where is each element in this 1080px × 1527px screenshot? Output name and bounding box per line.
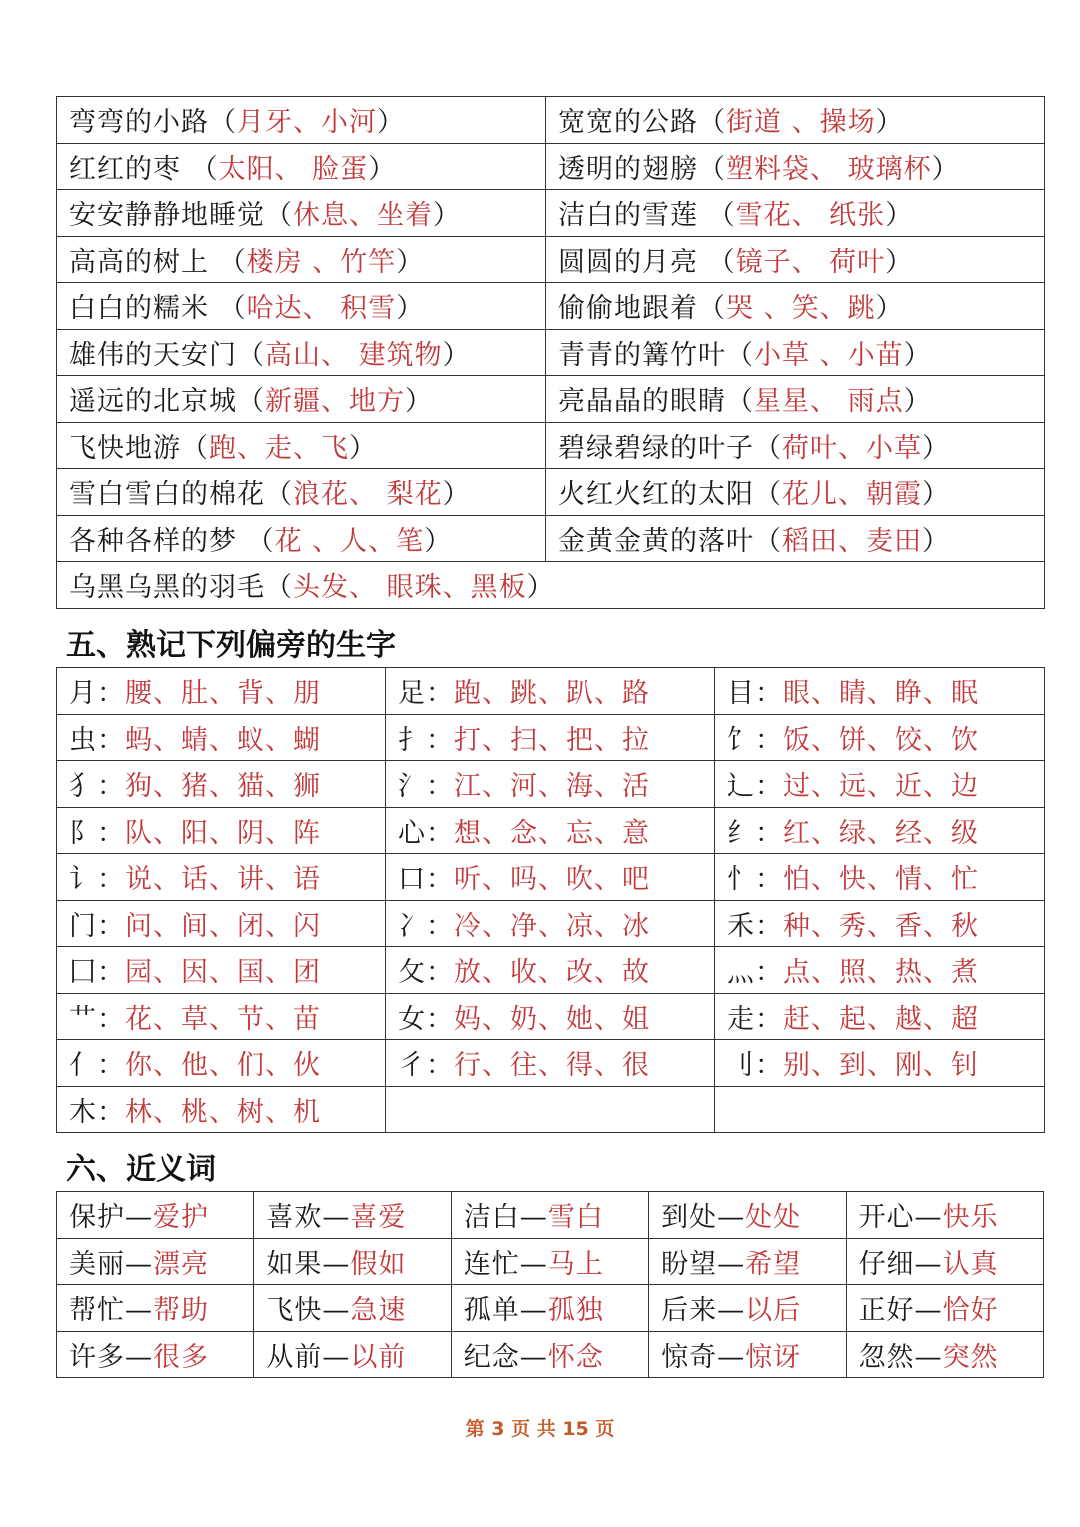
radical-label: 氵： (398, 771, 454, 803)
phrase-cell (546, 236, 1045, 283)
table-row (57, 143, 1045, 190)
radical-words: 花、草、节、苗 (125, 1003, 321, 1035)
radical-words: 打、扫、把、拉 (454, 724, 650, 756)
phrase-text: 各种各样的梦 （ (69, 525, 275, 557)
radical-label: 扌： (398, 724, 454, 756)
radical-label: 月： (69, 678, 125, 710)
synonym-cell (649, 1331, 846, 1378)
phrase-bracket: ） (903, 386, 932, 418)
table-row (57, 1331, 1044, 1378)
phrase-answer: 新疆、地方 (265, 386, 405, 418)
phrase-bracket: ） (903, 339, 932, 371)
synonym-word: 纪念— (463, 1341, 548, 1373)
synonym-answer: 怀念 (547, 1341, 604, 1373)
synonym-answer: 认真 (942, 1248, 999, 1280)
synonym-answer: 很多 (153, 1341, 209, 1373)
radical-label: 刂： (727, 1050, 783, 1082)
radical-table (56, 667, 1045, 1133)
phrase-bracket: ） (377, 107, 405, 139)
radical-cell (715, 1040, 1045, 1087)
synonym-cell (57, 1238, 254, 1285)
phrase-answer: 太阳、 脸蛋 (218, 153, 369, 185)
phrase-answer: 星星、 雨点 (754, 386, 904, 418)
radical-cell (715, 807, 1045, 854)
radical-cell (386, 854, 715, 901)
phrase-answer: 塑料袋、 玻璃杯 (726, 153, 932, 185)
radical-label: 彳： (398, 1050, 454, 1082)
radical-cell (57, 668, 386, 715)
synonym-cell (254, 1285, 451, 1332)
radical-cell (57, 807, 386, 854)
table-row (57, 668, 1045, 715)
table-row (57, 1192, 1044, 1239)
synonym-cell (846, 1285, 1043, 1332)
radical-words: 赶、起、越、超 (783, 1003, 979, 1035)
phrase-cell (546, 469, 1045, 516)
synonym-answer: 假如 (350, 1248, 407, 1280)
radical-cell (715, 854, 1045, 901)
radical-label: 艹： (69, 1003, 125, 1035)
radical-label: 木： (69, 1096, 125, 1128)
phrase-bracket: ） (433, 200, 461, 232)
phrase-cell (546, 376, 1045, 423)
phrase-cell (546, 515, 1045, 562)
synonym-answer: 以后 (745, 1295, 802, 1327)
radical-cell (386, 993, 715, 1040)
phrase-cell (57, 143, 546, 190)
radical-label: 灬： (727, 957, 783, 989)
phrase-text: 高高的树上 （ (69, 246, 247, 278)
radical-words: 别、到、刚、钊 (783, 1050, 979, 1082)
radical-cell (386, 1086, 715, 1133)
phrase-answer: 休息、坐着 (293, 200, 433, 232)
section-5-title: 五、熟记下列偏旁的生字 (66, 628, 396, 663)
radical-label: 讠： (69, 864, 125, 896)
radical-label: 犭： (69, 771, 125, 803)
phrase-bracket: ） (442, 339, 471, 371)
phrase-answer: 头发、 眼珠、黑板 (293, 572, 527, 604)
radical-label: 目： (727, 678, 783, 710)
radical-label: 走： (727, 1003, 783, 1035)
radical-cell (715, 947, 1045, 994)
phrase-answer: 高山、 建筑物 (265, 339, 443, 371)
phrase-cell (546, 143, 1045, 190)
phrase-text: 飞快地游（ (69, 432, 209, 464)
phrase-bracket: ） (442, 479, 471, 511)
phrase-cell (57, 97, 546, 144)
synonym-table (56, 1191, 1044, 1378)
phrase-text: 雄伟的天安门（ (69, 339, 265, 371)
phrase-cell (57, 515, 546, 562)
phrase-text: 白白的糯米 （ (69, 293, 247, 325)
synonym-answer: 突然 (942, 1341, 999, 1373)
radical-words: 妈、奶、她、姐 (454, 1003, 650, 1035)
radical-cell (386, 900, 715, 947)
phrase-bracket: ） (368, 153, 397, 185)
phrase-text: 金黄金黄的落叶（ (558, 525, 782, 557)
table-row (57, 562, 1045, 609)
radical-cell (715, 993, 1045, 1040)
synonym-answer: 以前 (350, 1341, 407, 1373)
synonym-cell (649, 1285, 846, 1332)
phrase-text: 火红火红的太阳（ (558, 479, 782, 511)
synonym-answer: 漂亮 (153, 1248, 209, 1280)
phrase-answer: 哈达、 积雪 (246, 293, 397, 325)
phrase-bracket: ） (922, 479, 950, 511)
radical-cell (57, 993, 386, 1040)
table-row (57, 900, 1045, 947)
phrase-text: 遥远的北京城（ (69, 386, 265, 418)
synonym-word: 正好— (858, 1295, 943, 1327)
phrase-cell (546, 190, 1045, 237)
synonym-answer: 处处 (745, 1202, 802, 1234)
radical-label: 亻： (69, 1050, 125, 1082)
synonym-cell (846, 1238, 1043, 1285)
radical-cell (57, 714, 386, 761)
synonym-cell (254, 1192, 451, 1239)
phrase-bracket: ） (875, 107, 904, 139)
table-row (57, 469, 1045, 516)
phrase-cell (57, 329, 546, 376)
phrase-text: 圆圆的月亮 （ (558, 246, 736, 278)
radical-label: 足： (398, 678, 454, 710)
phrase-cell (57, 283, 546, 330)
phrase-text: 乌黑乌黑的羽毛（ (69, 572, 293, 604)
radical-label: 虫： (69, 724, 125, 756)
synonym-word: 孤单— (463, 1295, 548, 1327)
synonym-answer: 急速 (350, 1295, 407, 1327)
radical-words: 怕、快、情、忙 (783, 864, 979, 896)
radical-label: 囗： (69, 957, 125, 989)
table-row (57, 190, 1045, 237)
phrase-answer: 花 、人、笔 (274, 525, 425, 557)
phrase-answer: 稻田、麦田 (782, 525, 922, 557)
synonym-word: 惊奇— (661, 1341, 746, 1373)
synonym-word: 许多— (69, 1341, 153, 1373)
phrase-cell (57, 422, 546, 469)
phrase-bracket: ） (349, 432, 377, 464)
synonym-answer: 帮助 (153, 1295, 209, 1327)
radical-cell (386, 714, 715, 761)
phrase-text: 雪白雪白的棉花（ (69, 479, 293, 511)
phrase-text: 碧绿碧绿的叶子（ (558, 432, 782, 464)
synonym-word: 到处— (661, 1202, 746, 1234)
radical-cell (386, 807, 715, 854)
synonym-cell (451, 1192, 648, 1239)
phrase-text: 宽宽的公路（ (558, 107, 726, 139)
synonym-word: 后来— (661, 1295, 746, 1327)
phrase-bracket: ） (922, 525, 950, 557)
synonym-cell (649, 1238, 846, 1285)
radical-words: 江、河、海、活 (454, 771, 650, 803)
page-footer: 第 3 页 共 15 页 (465, 1418, 615, 1440)
synonym-answer: 希望 (745, 1248, 802, 1280)
table-row (57, 993, 1045, 1040)
radical-cell (57, 1086, 386, 1133)
phrase-bracket: ） (885, 200, 914, 232)
radical-words: 种、秀、香、秋 (783, 910, 979, 942)
table-row (57, 761, 1045, 808)
table-row (57, 1040, 1045, 1087)
phrase-answer: 楼房 、竹竿 (246, 246, 397, 278)
phrase-answer: 镜子、 荷叶 (735, 246, 886, 278)
radical-label: 冫： (398, 910, 454, 942)
table-row (57, 714, 1045, 761)
table-row (57, 1285, 1044, 1332)
phrase-bracket: ） (931, 153, 960, 185)
phrase-cell (57, 376, 546, 423)
table-row (57, 515, 1045, 562)
synonym-answer: 马上 (547, 1248, 604, 1280)
synonym-cell (57, 1331, 254, 1378)
phrase-cell (546, 283, 1045, 330)
phrase-text: 偷偷地跟着（ (558, 293, 726, 325)
radical-cell (715, 1086, 1045, 1133)
phrase-answer: 跑、走、飞 (209, 432, 349, 464)
synonym-word: 从前— (266, 1341, 351, 1373)
radical-words: 问、间、闭、闪 (125, 910, 321, 942)
synonym-cell (451, 1238, 648, 1285)
synonym-word: 帮忙— (69, 1295, 153, 1327)
radical-label: 辶： (727, 771, 783, 803)
phrase-bracket: ） (922, 432, 950, 464)
table-row (57, 236, 1045, 283)
radical-label: 阝： (69, 817, 125, 849)
radical-label: 心： (398, 817, 454, 849)
radical-cell (386, 1040, 715, 1087)
phrase-bracket: ） (396, 293, 425, 325)
phrase-cell (546, 97, 1045, 144)
synonym-cell (254, 1238, 451, 1285)
radical-cell (386, 947, 715, 994)
radical-words: 过、远、近、边 (783, 771, 979, 803)
phrase-answer: 街道 、操场 (726, 107, 876, 139)
synonym-cell (846, 1192, 1043, 1239)
synonym-cell (451, 1285, 648, 1332)
synonym-word: 仔细— (858, 1248, 943, 1280)
synonym-word: 洁白— (463, 1202, 548, 1234)
synonym-cell (57, 1192, 254, 1239)
synonym-word: 忽然— (858, 1341, 943, 1373)
synonym-cell (254, 1331, 451, 1378)
radical-label: 攵： (398, 957, 454, 989)
phrase-bracket: ） (526, 572, 555, 604)
synonym-answer: 孤独 (547, 1295, 604, 1327)
radical-words: 狗、猪、猫、狮 (125, 771, 321, 803)
phrase-cell (546, 329, 1045, 376)
section-6-title: 六、近义词 (66, 1152, 216, 1187)
table-row (57, 947, 1045, 994)
synonym-answer: 惊讶 (745, 1341, 802, 1373)
radical-words: 腰、肚、背、朋 (125, 678, 321, 710)
radical-words: 林、桃、树、机 (125, 1096, 321, 1128)
radical-label: 饣： (727, 724, 783, 756)
synonym-answer: 爱护 (153, 1202, 209, 1234)
synonym-answer: 恰好 (942, 1295, 999, 1327)
radical-words: 说、话、讲、语 (125, 864, 321, 896)
phrase-bracket: ） (396, 246, 425, 278)
synonym-word: 盼望— (661, 1248, 746, 1280)
synonym-cell (57, 1285, 254, 1332)
phrase-text: 亮晶晶的眼睛（ (558, 386, 754, 418)
synonym-word: 如果— (266, 1248, 351, 1280)
synonym-answer: 快乐 (942, 1202, 999, 1234)
table-row (57, 854, 1045, 901)
radical-words: 饭、饼、饺、饮 (783, 724, 979, 756)
radical-cell (386, 668, 715, 715)
phrase-answer: 花儿、朝霞 (782, 479, 922, 511)
phrase-text: 安安静静地睡觉（ (69, 200, 293, 232)
radical-words: 红、绿、经、级 (783, 817, 979, 849)
synonym-word: 美丽— (69, 1248, 153, 1280)
radical-cell (715, 668, 1045, 715)
phrase-answer: 雪花、 纸张 (735, 200, 886, 232)
synonym-word: 飞快— (266, 1295, 351, 1327)
radical-words: 行、往、得、很 (454, 1050, 650, 1082)
phrase-bracket: ） (885, 246, 914, 278)
radical-words: 冷、净、凉、冰 (454, 910, 650, 942)
table-row (57, 422, 1045, 469)
radical-cell (715, 761, 1045, 808)
table-row (57, 97, 1045, 144)
radical-words: 蚂、蜻、蚁、蝴 (125, 724, 321, 756)
phrase-answer: 荷叶、小草 (782, 432, 922, 464)
phrase-text: 弯弯的小路（ (69, 107, 237, 139)
radical-label: 女： (398, 1003, 454, 1035)
synonym-word: 开心— (858, 1202, 943, 1234)
radical-label: 口： (398, 864, 454, 896)
radical-words: 跑、跳、趴、路 (454, 678, 650, 710)
radical-label: 忄： (727, 864, 783, 896)
radical-cell (57, 947, 386, 994)
radical-words: 想、念、忘、意 (454, 817, 650, 849)
radical-label: 纟： (727, 817, 783, 849)
radical-words: 你、他、们、伙 (125, 1050, 321, 1082)
synonym-word: 连忙— (463, 1248, 548, 1280)
radical-cell (386, 761, 715, 808)
radical-cell (715, 714, 1045, 761)
radical-words: 放、收、改、故 (454, 957, 650, 989)
radical-cell (715, 900, 1045, 947)
radical-words: 眼、睛、睁、眠 (783, 678, 979, 710)
radical-cell (57, 854, 386, 901)
synonym-word: 喜欢— (266, 1202, 351, 1234)
phrase-bracket: ） (405, 386, 433, 418)
synonym-answer: 雪白 (547, 1202, 604, 1234)
phrase-cell (546, 422, 1045, 469)
synonym-cell (846, 1331, 1043, 1378)
phrase-table (56, 96, 1045, 609)
radical-label: 禾： (727, 910, 783, 942)
synonym-cell (649, 1192, 846, 1239)
synonym-answer: 喜爱 (350, 1202, 407, 1234)
phrase-cell (57, 236, 546, 283)
radical-cell (57, 900, 386, 947)
radical-words: 点、照、热、煮 (783, 957, 979, 989)
phrase-text: 洁白的雪莲 （ (558, 200, 736, 232)
table-row (57, 329, 1045, 376)
radical-cell (57, 761, 386, 808)
phrase-text: 青青的篝竹叶（ (558, 339, 754, 371)
phrase-text: 透明的翅膀（ (558, 153, 726, 185)
table-row (57, 376, 1045, 423)
synonym-cell (451, 1331, 648, 1378)
table-row (57, 283, 1045, 330)
table-row (57, 807, 1045, 854)
phrase-answer: 浪花、 梨花 (293, 479, 443, 511)
table-row (57, 1086, 1045, 1133)
table-row (57, 1238, 1044, 1285)
radical-words: 队、阳、阴、阵 (125, 817, 321, 849)
phrase-cell (57, 190, 546, 237)
phrase-answer: 哭 、笑、跳 (726, 293, 876, 325)
radical-words: 听、吗、吹、吧 (454, 864, 650, 896)
radical-words: 园、因、国、团 (125, 957, 321, 989)
radical-label: 门： (69, 910, 125, 942)
phrase-answer: 小草 、小苗 (754, 339, 904, 371)
phrase-answer: 月牙、小河 (237, 107, 377, 139)
phrase-bracket: ） (424, 525, 453, 557)
phrase-text: 红红的枣 （ (69, 153, 219, 185)
phrase-cell (57, 469, 546, 516)
synonym-word: 保护— (69, 1202, 153, 1234)
phrase-bracket: ） (875, 293, 904, 325)
radical-cell (57, 1040, 386, 1087)
phrase-cell (57, 562, 1045, 609)
